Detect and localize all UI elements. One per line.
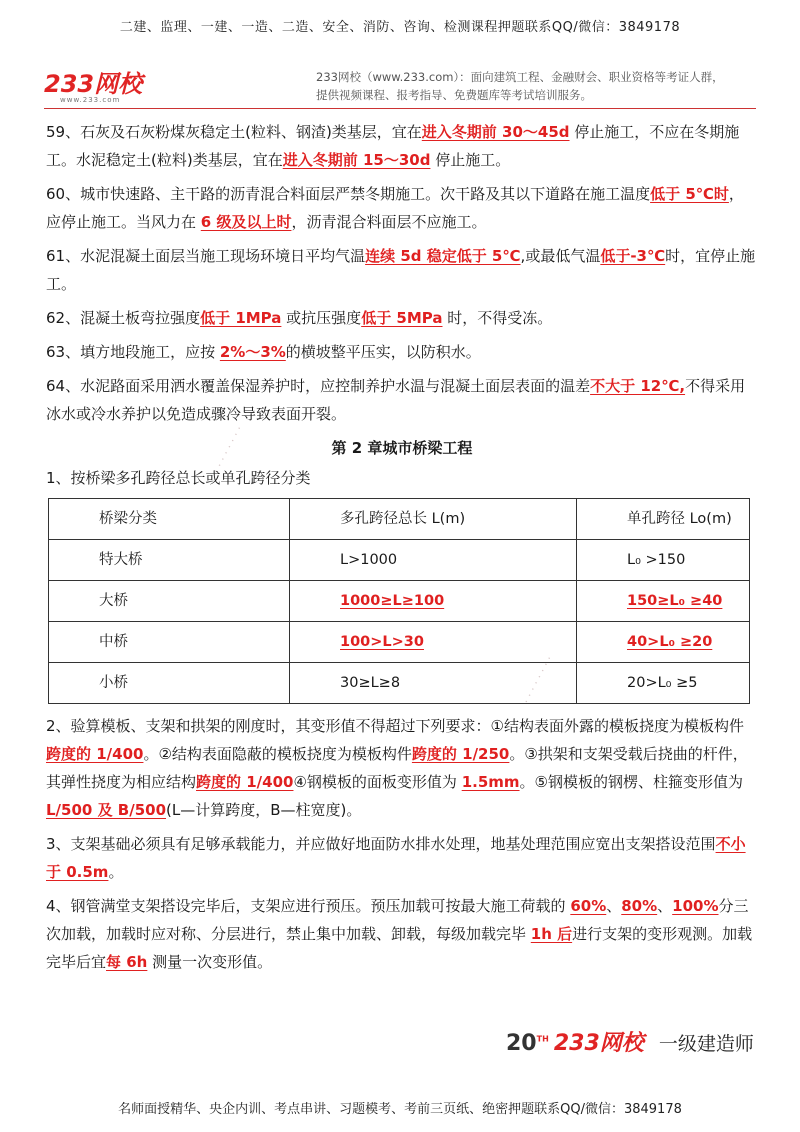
footer-logo [506,1026,756,1062]
body-text: 分三次加载，加载时应对称、分层进行，禁止集中加载、卸载，每级加载完毕 [46,897,749,943]
twenty-years-mark: 20TH [506,1031,549,1056]
paragraph [46,712,758,824]
table-row [49,663,750,704]
table-row [49,622,750,663]
highlight-text: 低于 5℃时 [650,185,729,203]
bottom-contact-line: 名师面授精华、央企内训、考点串讲、习题模考、考前三页纸、绝密押题联系QQ/微信：3849178 [118,1102,682,1117]
body-text: 。⑤钢模板的钢楞、柱箍变形值为 [519,773,743,791]
body-text: 。 [108,863,124,881]
paragraph [46,830,758,886]
highlight-text: 1000≥L≥100 [340,593,445,609]
watermark: · · · · · · · · [210,423,247,477]
footer-product: 一级建造师 [658,1033,754,1055]
body-text: 、 [657,897,673,915]
highlight-text: 跨度的 1/400 [46,745,144,763]
highlight-text: 不大于 12℃, [590,377,686,395]
highlight-text: 2%～3% [219,343,286,361]
body-text: 2、验算模板、支架和拱架的刚度时，其变形值不得超过下列要求：①结构表面外露的模板挠度为模板构件 [46,717,744,735]
cell-text: 20>L₀ ≥5 [627,675,698,691]
table-row [49,540,750,581]
page-header [44,68,756,108]
body-text: 停止施工。 [430,151,511,169]
body-text: 3、支架基础必须具有足够承载能力，并应做好地面防水排水处理，地基处理范围应宽出支架搭设范围 [46,835,716,853]
table-cell [577,581,750,622]
body-text: 4、钢管满堂支架搭设完毕后，支架应进行预压。预压加载可按最大施工荷载的 [46,897,571,915]
body-text: 或抗压强度 [281,309,362,327]
table-cell [49,622,290,663]
paragraph [46,118,758,174]
body-text: 的横坡整平压实，以防积水。 [285,343,481,361]
watermark: · · · · · · · · [520,653,557,707]
body-text: 测量一次变形值。 [147,953,273,971]
table-header-row [49,499,750,540]
highlight-text: 1.5mm [461,773,520,791]
body-text: ，应停止施工。当风力在 [46,185,744,231]
document-body [46,118,758,982]
body-text: 60、城市快速路、主干路的沥青混合料面层严禁冬期施工。次干路及其以下道路在施工温度 [46,185,651,203]
header-divider [44,108,756,109]
table-cell [49,581,290,622]
body-text: 64、水泥路面采用洒水覆盖保湿养护时，应控制养护水温与混凝土面层表面的温差 [46,377,591,395]
highlight-text: 进入冬期前 30～45d [421,123,570,141]
highlight-text: 不小于 0.5m [46,835,746,881]
highlight-text: 低于 1MPa [200,309,282,327]
column-header: 单孔跨径 Lo(m) [577,499,750,540]
paragraph [46,338,758,366]
paragraph-group-2 [46,712,758,976]
site-description [316,68,746,104]
highlight-text: 60% [570,897,607,915]
body-text: 63、填方地段施工，应按 [46,343,220,361]
table-cell [49,540,290,581]
brand-logo[interactable] [44,72,154,102]
body-text: 停止施工，不应在冬期施工。水泥稳定土(粒料)类基层，宜在 [46,123,740,169]
chapter-title: 第 2 章城市桥梁工程 [331,439,473,457]
body-text: ④钢模板的面板变形值为 [293,773,462,791]
highlight-text: L/500 及 B/500 [46,801,167,819]
table-cell [290,663,577,704]
cell-text: 小桥 [99,675,128,691]
paragraph-group-1 [46,118,758,428]
bridge-classification-table [48,498,750,707]
table-cell [577,540,750,581]
body-text: 时，宜停止施工。 [46,247,756,293]
body-text: 62、混凝土板弯拉强度 [46,309,201,327]
highlight-text: 每 6h [106,953,148,971]
body-text: ，沥青混合料面层不应施工。 [291,213,487,231]
body-text: 59、石灰及石灰粉煤灰稳定土(粒料、钢渣)类基层，宜在 [46,123,422,141]
highlight-text: 100>L>30 [340,634,424,650]
highlight-text: 跨度的 1/250 [411,745,510,763]
logo-mark: 233网校 [44,70,143,98]
table-cell [290,540,577,581]
cell-text: 30≥L≥8 [340,675,401,691]
highlight-text: 150≥L₀ ≥40 [627,593,723,609]
highlight-text: 100% [672,897,719,915]
logo-url: www.233.com [60,96,121,104]
desc-line-2: 提供视频课程、报考指导、免费题库等考试培训服务。 [316,88,592,102]
cell-text: 大桥 [99,593,128,609]
desc-line-1: 233网校（www.233.com）：面向建筑工程、金融财会、职业资格等考证人群， [316,70,724,84]
highlight-text: 连续 5d 稳定低于 5℃ [365,247,521,265]
table-intro: 1、按桥梁多孔跨径总长或单孔跨径分类 [46,469,311,487]
cell-text: L>1000 [340,552,398,568]
highlight-text: 1h 后 [530,925,573,943]
highlight-text: 低于 5MPa [361,309,443,327]
highlight-text: 80% [621,897,658,915]
paragraph [46,372,758,428]
body-text: ,或最低气温 [520,247,601,265]
body-text: 、 [606,897,622,915]
table-row [49,581,750,622]
body-text: 。②结构表面隐蔽的模板挠度为模板构件 [143,745,412,763]
table-cell [577,622,750,663]
column-header: 桥梁分类 [49,499,290,540]
highlight-text: 跨度的 1/400 [196,773,294,791]
column-header: 多孔跨径总长 L(m) [290,499,577,540]
highlight-text: 低于-3℃ [600,247,666,265]
footer-brand: 233网校 [553,1031,644,1056]
body-text: 时，不得受冻。 [442,309,553,327]
highlight-text: 进入冬期前 15～30d [282,151,431,169]
paragraph [46,304,758,332]
body-text: 进行支架的变形观测。加载完毕后宜 [46,925,753,971]
body-text: 不得采用冰水或冷水养护以免造成骤冷导致表面开裂。 [46,377,746,423]
paragraph [46,180,758,236]
body-text: 。③拱架和支架受载后挠曲的杆件，其弹性挠度为相应结构 [46,745,748,791]
body-text: 61、水泥混凝土面层当施工现场环境日平均气温 [46,247,366,265]
table-cell [49,663,290,704]
highlight-text: 40>L₀ ≥20 [627,634,713,650]
top-contact-line: 二建、监理、一建、一造、二造、安全、消防、咨询、检测课程押题联系QQ/微信：3849178 [119,20,681,35]
cell-text: 特大桥 [99,552,143,568]
body-text: (L—计算跨度，B—柱宽度)。 [166,801,362,819]
table-cell [290,622,577,663]
cell-text: 中桥 [99,634,128,650]
table-cell [290,581,577,622]
paragraph [46,242,758,298]
cell-text: L₀ >150 [627,552,686,568]
highlight-text: 6 级及以上时 [200,213,292,231]
table-cell [577,663,750,704]
paragraph [46,892,758,976]
